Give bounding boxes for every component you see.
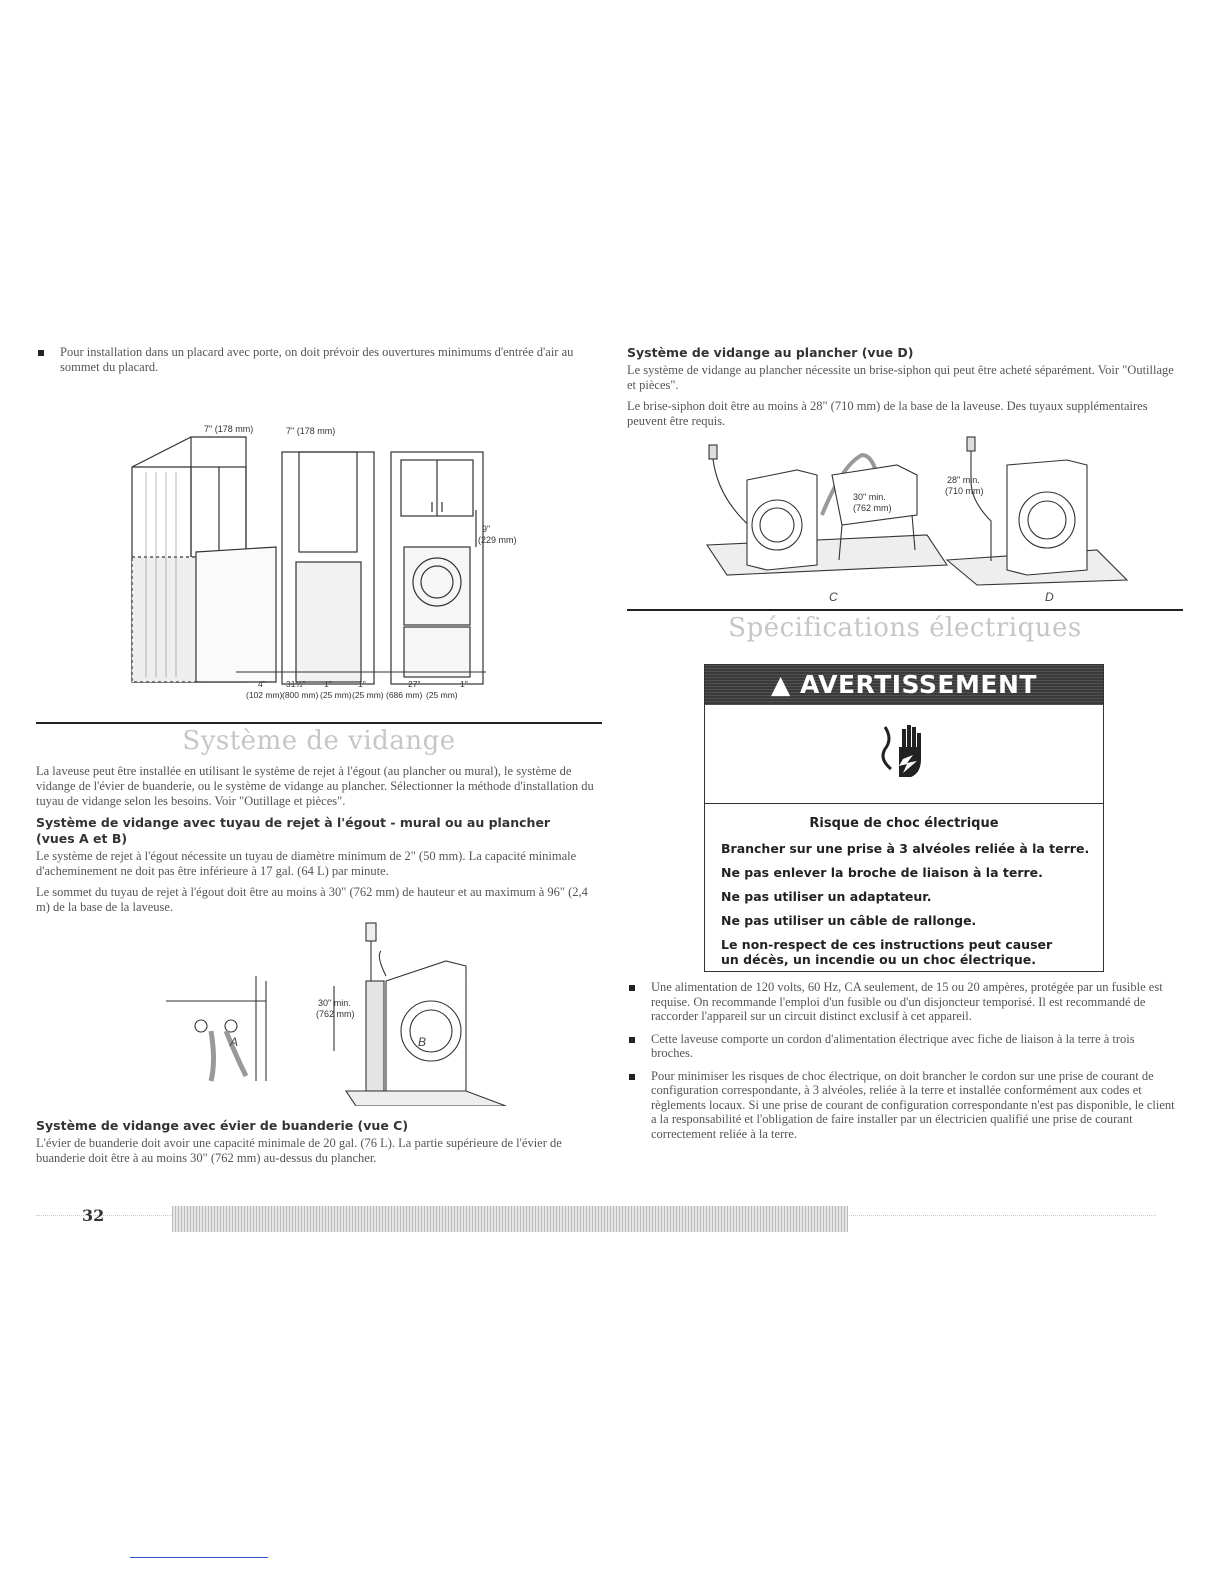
elec-bullet-2: Cette laveuse comporte un cordon d'alimentation électrique avec fiche de liaison à la terre à trois broches. (627, 1032, 1179, 1061)
elec-bullet-3: Pour minimiser les risques de choc électrique, on doit brancher le cordon sur une prise de courant de configuration correspondante, à 3 alvéoles, reliée à la terre et installée conformément aux codes et règlements locaux. Si une prise de courant de configuration correspondante n'est pas disponible, le client a la responsabilité et l'obligation de faire installer par un électricien qualifié une prise de courant correctement reliée à la terre. (627, 1069, 1179, 1142)
fig-b-label2: (762 mm) (316, 1009, 355, 1019)
dim-top-gap2: 7" (178 mm) (286, 426, 336, 436)
dim-w1mm: (102 mm) (246, 690, 283, 700)
dim-w5mm: (686 mm) (386, 690, 423, 700)
sink-heading: Système de vidange avec évier de buanderie (vue C) (36, 1118, 409, 1133)
fig-b-label1: 30" min. (318, 998, 351, 1008)
dim-w3: 1" (324, 679, 332, 689)
footer-bar (172, 1206, 848, 1232)
warning-risk: Risque de choc électrique (809, 816, 999, 831)
closet-diagram (36, 382, 602, 712)
warning-line-4: Ne pas utiliser un câble de rallonge. (721, 913, 977, 928)
caption-d: D (1045, 590, 1054, 604)
warning-line-2: Ne pas enlever la broche de liaison à la terre. (721, 865, 1043, 880)
dim-vent-h-mm: (229 mm) (478, 535, 517, 545)
page-number: 32 (82, 1206, 105, 1225)
caption-a: A (230, 1035, 239, 1049)
warning-body (705, 816, 1103, 967)
dim-top-gap: 7" (178 mm) (204, 424, 254, 434)
figure-c (707, 445, 947, 575)
standpipe-heading-line1: Système de vidange avec tuyau de rejet à l'égout - mural ou au plancher (36, 815, 551, 830)
section-rule-elec (627, 609, 1183, 611)
warning-line-5a: Le non-respect de ces instructions peut causer (721, 937, 1053, 952)
drain-intro: La laveuse peut être installée en utilisant le système de rejet à l'égout (au plancher ou mural), le système de vidange de l'évier de buanderie, ou le système de vidange au plancher. Sélectionner la méthode d'installation du tuyau de vidange selon les besoins. Voir "Outillage et pièces". (36, 764, 594, 808)
dim-w4mm: (25 mm) (352, 690, 384, 700)
floor-p1: Le système de vidange au plancher nécessite un brise-siphon qui peut être acheté séparément. Voir "Outillage et pièces". (627, 363, 1174, 392)
section-rule-drain (36, 722, 602, 724)
dim-w1: 4" (258, 679, 266, 689)
standpipe-p1: Le système de rejet à l'égout nécessite un tuyau de diamètre minimum de 2" (50 mm). La capacité minimale d'acheminement ne doit pas être inférieure à 17 gal. (64 L) par minute. (36, 849, 577, 878)
sink-floor-diagram (627, 435, 1183, 595)
sink-p: L'évier de buanderie doit avoir une capacité minimale de 20 gal. (76 L). La partie supérieure de l'évier de buanderie doit être à au moins 30" (762 mm) au-dessus du plancher. (36, 1136, 562, 1165)
dim-w5: 27" (408, 679, 421, 689)
right-column (627, 345, 1183, 651)
floor-p2: Le brise-siphon doit être au moins à 28" (710 mm) de la base de la laveuse. Des tuyaux supplémentaires peuvent être requis. (627, 399, 1148, 428)
dim-vent-h: 9" (482, 524, 491, 534)
warning-header-text: AVERTISSEMENT (799, 670, 1037, 699)
standpipe-diagram (36, 921, 602, 1106)
warning-line-5b: un décès, un incendie ou un choc électrique. (721, 952, 1036, 967)
standpipe-heading (36, 815, 602, 847)
dim-w4: 1" (358, 679, 366, 689)
fig-d-label1: 28" min. (947, 475, 980, 485)
elec-bullet-1: Une alimentation de 120 volts, 60 Hz, CA seulement, de 15 ou 20 ampères, protégée par un fusible est requise. On recommande l'emploi d'un fusible ou d'un disjoncteur temporisé. Il est recommandé de raccorder l'appareil sur un circuit distinct exclusif à cet appareil. (627, 980, 1179, 1024)
section-title-elec: Spécifications électriques (728, 613, 1082, 643)
section-title-drain: Système de vidange (182, 726, 456, 756)
caption-c: C (829, 590, 838, 604)
dim-w3mm: (25 mm) (320, 690, 352, 700)
left-column (36, 345, 602, 1172)
warning-icon-area (705, 705, 1103, 804)
dim-w6mm: (25 mm) (426, 690, 458, 700)
warning-line-1: Brancher sur une prise à 3 alvéoles reliée à la terre. (721, 841, 1090, 856)
warning-line-3: Ne pas utiliser un adaptateur. (721, 889, 932, 904)
warning-header (705, 665, 1103, 705)
fig-c-label2: (762 mm) (853, 503, 892, 513)
figure-d (947, 437, 1127, 585)
fig-c-label1: 30" min. (853, 492, 886, 502)
dim-w2: 31½" (286, 679, 306, 689)
electric-shock-hand-icon (875, 717, 935, 787)
fig-d-label2: (710 mm) (945, 486, 984, 496)
dim-w6: 1" (460, 679, 468, 689)
warning-box (704, 664, 1104, 972)
standpipe-heading-line2: (vues A et B) (36, 831, 128, 846)
dim-w2mm: (800 mm) (282, 690, 319, 700)
warning-triangle-icon: ▲ (771, 670, 791, 699)
standpipe-p2: Le sommet du tuyau de rejet à l'égout doit être au moins à 30" (762 mm) de hauteur et au maximum à 96" (2,4 m) de la base de la laveuse. (36, 885, 588, 914)
closet-bullet: Pour installation dans un placard avec porte, on doit prévoir des ouvertures minimums d'entrée d'air au sommet du placard. (36, 345, 602, 374)
caption-b: B (418, 1035, 427, 1049)
bottom-link-line (130, 1557, 268, 1558)
floor-heading: Système de vidange au plancher (vue D) (627, 345, 914, 360)
figure-b (334, 923, 506, 1106)
figure-a (166, 976, 266, 1081)
electrical-bullets (627, 980, 1179, 1149)
